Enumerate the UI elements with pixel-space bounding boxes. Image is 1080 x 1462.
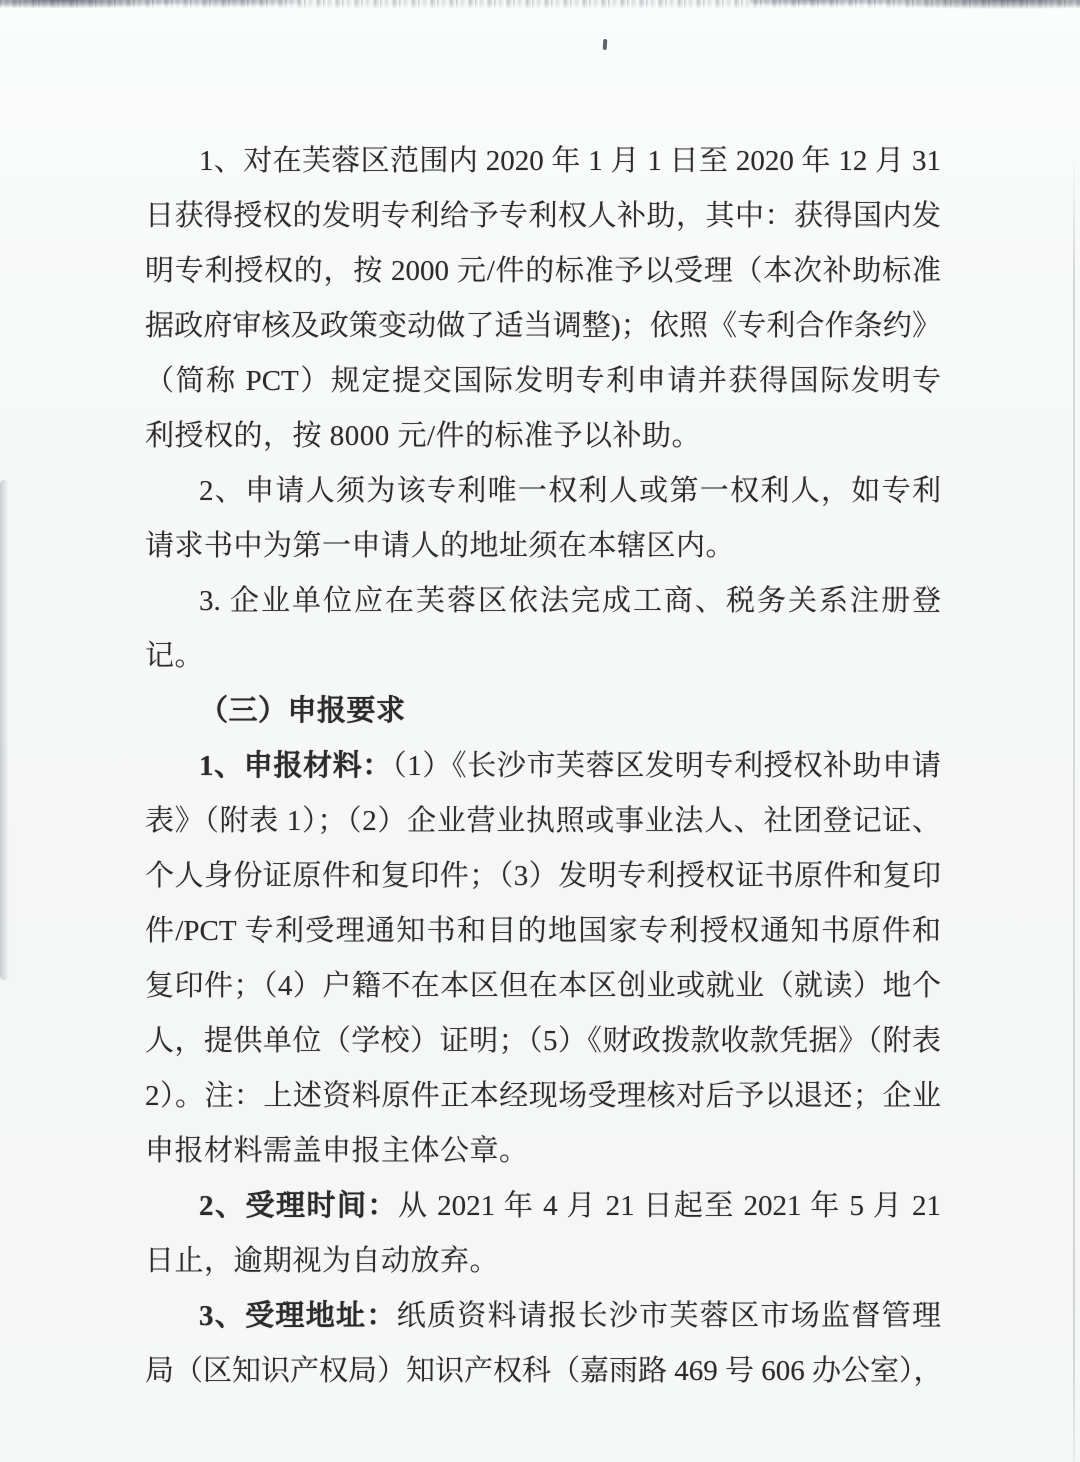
text-line [145, 464, 941, 519]
bold-text-run: （三）申报要求 [199, 695, 406, 727]
text-run: 从 2021 年 4 月 21 日起至 2021 年 5 月 21 [397, 1190, 941, 1222]
text-run: 3. 企业单位应在芙蓉区依法完成工商、税务关系注册登 [199, 585, 941, 617]
text-line [145, 849, 941, 904]
text-line [145, 519, 941, 574]
bold-text-run: 2、受理时间： [199, 1190, 398, 1222]
text-run: 复印件；（4）户籍不在本区但在本区创业或就业（就读）地个 [145, 970, 941, 1002]
text-line [145, 904, 941, 959]
scan-artifact-top-left [0, 0, 300, 14]
scan-artifact-right-line [1073, 150, 1075, 1462]
text-line [145, 1289, 941, 1344]
text-run: （1）《长沙市芙蓉区发明专利授权补助申请 [392, 750, 941, 782]
text-line [145, 739, 941, 794]
text-line [145, 1234, 941, 1289]
text-line [145, 794, 941, 849]
text-line [145, 354, 941, 409]
text-block [145, 134, 941, 1399]
text-line [145, 959, 941, 1014]
text-run: 明专利授权的，按 2000 元/件的标准予以受理（本次补助标准 [145, 255, 941, 287]
text-run: 日止，逾期视为自动放弃。 [145, 1245, 500, 1277]
text-run: 件/PCT 专利受理通知书和目的地国家专利授权通知书原件和 [145, 915, 941, 947]
text-run: 2）。注：上述资料原件正本经现场受理核对后予以退还；企业 [145, 1080, 941, 1112]
text-line [145, 1179, 941, 1234]
bold-text-run: 3、受理地址： [199, 1300, 397, 1332]
text-run: 局（区知识产权局）知识产权科（嘉雨路 469 号 606 办公室）， [145, 1355, 943, 1387]
text-line [145, 134, 941, 189]
text-line [145, 189, 941, 244]
scan-artifact-speck [603, 39, 608, 50]
text-run: 记。 [145, 640, 205, 672]
text-run: 日获得授权的发明专利给予专利权人补助，其中：获得国内发 [145, 200, 941, 232]
text-line [145, 1124, 941, 1179]
text-line [145, 574, 941, 629]
text-line [145, 1014, 941, 1069]
text-run: 申报材料需盖申报主体公章。 [145, 1135, 529, 1167]
text-line [145, 684, 941, 739]
text-line [145, 1069, 941, 1124]
text-run: 2、申请人须为该专利唯一权利人或第一权利人，如专利 [199, 475, 941, 507]
scan-artifact-left-shadow [0, 480, 9, 980]
bold-text-run: 1、申报材料： [199, 750, 393, 782]
scan-artifact-top-right [750, 0, 1080, 16]
text-run: 请求书中为第一申请人的地址须在本辖区内。 [145, 530, 736, 562]
text-run: 据政府审核及政策变动做了适当调整)；依照《专利合作条约》 [145, 310, 941, 342]
text-line [145, 299, 941, 354]
text-line [145, 629, 941, 684]
text-run: 纸质资料请报长沙市芙蓉区市场监督管理 [396, 1300, 941, 1332]
text-line [145, 1344, 941, 1399]
text-line [145, 244, 941, 299]
text-run: 表》（附表 1）；（2）企业营业执照或事业法人、社团登记证、 [145, 805, 941, 837]
text-run: 利授权的，按 8000 元/件的标准予以补助。 [145, 420, 702, 452]
text-run: （简称 PCT）规定提交国际发明专利申请并获得国际发明专 [145, 365, 941, 397]
text-run: 个人身份证原件和复印件；（3）发明专利授权证书原件和复印 [145, 860, 941, 892]
text-line [145, 409, 941, 464]
text-run: 1、对在芙蓉区范围内 2020 年 1 月 1 日至 2020 年 12 月 31 [199, 145, 941, 177]
text-run: 人，提供单位（学校）证明；（5）《财政拨款收款凭据》（附表 [145, 1025, 941, 1057]
